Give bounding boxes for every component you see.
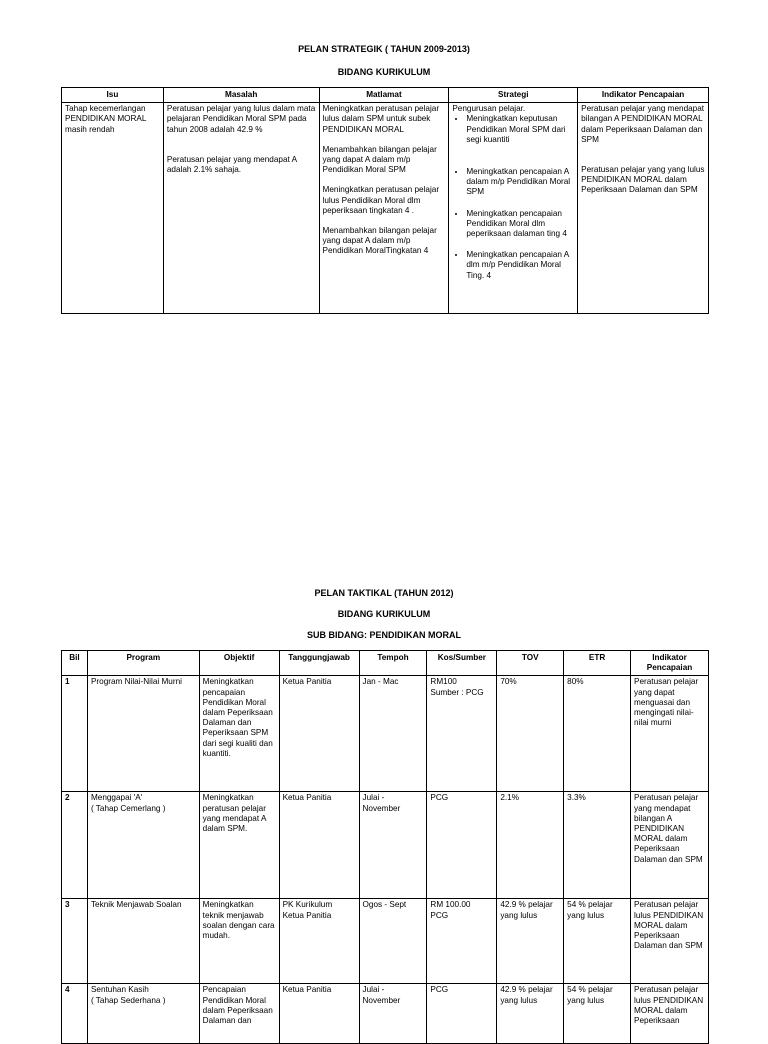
cell-kos-sumber: PCG xyxy=(427,984,497,1044)
strategic-plan-title: PELAN STRATEGIK ( TAHUN 2009-2013) xyxy=(298,44,470,54)
header-objektif: Objektif xyxy=(199,651,279,676)
indikator-item: Peratusan pelajar yang yang lulus PENDIDIKAN MORAL dalam Peperiksaan Dalaman dan SPM xyxy=(581,165,705,195)
indikator-cell xyxy=(578,103,709,314)
table-row xyxy=(62,792,709,899)
header-program: Program xyxy=(87,651,199,676)
cell-tanggungjawab: Ketua Panitia xyxy=(279,984,359,1044)
table-row xyxy=(62,899,709,984)
cell-kos-sumber: RM100 Sumber : PCG xyxy=(427,676,497,792)
cell-objektif: Meningkatkan teknik menjawab soalan dengan cara mudah. xyxy=(199,899,279,984)
cell-program: Menggapai 'A' ( Tahap Cemerlang ) xyxy=(87,792,199,899)
cell-tov: 70% xyxy=(497,676,564,792)
indikator-item: Peratusan pelajar yang mendapat bilangan A PENDIDIKAN MORAL dalam Peperiksaan Dalaman dan SPM xyxy=(581,104,705,144)
cell-etr: 54 % pelajar yang lulus xyxy=(564,899,631,984)
header-masalah: Masalah xyxy=(163,88,319,103)
cell-tempoh: Julai - November xyxy=(359,792,427,899)
table-header-row xyxy=(62,88,709,103)
table-row xyxy=(62,984,709,1044)
table-row xyxy=(62,103,709,314)
cell-indikator: Peratusan pelajar lulus PENDIDIKAN MORAL dalam Peperiksaan Dalaman dan SPM xyxy=(631,899,709,984)
header-etr: ETR xyxy=(564,651,631,676)
isu-cell: Tahap kecemerlangan PENDIDIKAN MORAL masih rendah xyxy=(62,103,164,314)
cell-tov: 2.1% xyxy=(497,792,564,899)
cell-tempoh: Julai - November xyxy=(359,984,427,1044)
strategi-item: • Meningkatkan pencapaian Pendidikan Moral dlm peperiksaan dalaman ting 4 xyxy=(466,209,574,240)
strategic-plan-table xyxy=(61,87,709,314)
masalah-item: Peratusan pelajar yang mendapat A adalah 2.1% sahaja. xyxy=(166,154,297,175)
cell-kos-sumber: RM 100.00 PCG xyxy=(427,899,497,984)
tactical-plan-subsubtitle: SUB BIDANG: PENDIDIKAN MORAL xyxy=(307,630,461,640)
cell-etr: 54 % pelajar yang lulus xyxy=(564,984,631,1044)
cell-bil: 4 xyxy=(62,984,88,1044)
strategi-item: • Meningkatkan pencapaian A dalam m/p Pendidikan Moral SPM xyxy=(466,167,574,198)
tactical-plan-title: PELAN TAKTIKAL (TAHUN 2012) xyxy=(314,588,454,598)
cell-tempoh: Jan - Mac xyxy=(359,676,427,792)
header-tov: TOV xyxy=(497,651,564,676)
cell-indikator: Peratusan pelajar yang mendapat bilangan A PENDIDIKAN MORAL dalam Peperiksaan Dalaman dan SPM xyxy=(631,792,709,899)
tactical-plan-subtitle: BIDANG KURIKULUM xyxy=(337,609,431,619)
cell-objektif: Pencapaian Pendidikan Moral dalam Peperiksaan Dalaman dan xyxy=(199,984,279,1044)
cell-indikator: Peratusan pelajar yang dapat menguasai dan mengingati nilai-nilai murni xyxy=(631,676,709,792)
header-indikator: Indikator Pencapaian xyxy=(578,88,709,103)
strategi-intro: Pengurusan pelajar. xyxy=(452,104,526,114)
header-kos-sumber: Kos/Sumber xyxy=(427,651,497,676)
table-row xyxy=(62,676,709,792)
matlamat-item: Menambahkan bilangan pelajar yang dapat A dalam m/p Pendidikan MoralTingkatan 4 xyxy=(322,226,437,256)
cell-tov: 42.9 % pelajar yang lulus xyxy=(497,984,564,1044)
cell-tanggungjawab: Ketua Panitia xyxy=(279,792,359,899)
header-matlamat: Matlamat xyxy=(319,88,449,103)
cell-bil: 1 xyxy=(62,676,88,792)
table-header-row xyxy=(62,651,709,676)
cell-tov: 42.9 % pelajar yang lulus xyxy=(497,899,564,984)
header-tempoh: Tempoh xyxy=(359,651,427,676)
cell-etr: 80% xyxy=(564,676,631,792)
cell-bil: 2 xyxy=(62,792,88,899)
masalah-cell xyxy=(163,103,319,314)
cell-program: Teknik Menjawab Soalan xyxy=(87,899,199,984)
tactical-plan-table xyxy=(61,650,709,1044)
strategi-item: • Meningkatkan pencapaian A dlm m/p Pendidikan Moral Ting. 4 xyxy=(466,250,574,281)
header-isu: Isu xyxy=(62,88,164,103)
matlamat-cell xyxy=(319,103,449,314)
cell-tempoh: Ogos - Sept xyxy=(359,899,427,984)
cell-tanggungjawab: PK Kurikulum Ketua Panitia xyxy=(279,899,359,984)
cell-program: Program Nilai-Nilai Murni xyxy=(87,676,199,792)
header-tanggungjawab: Tanggungjawab xyxy=(279,651,359,676)
cell-etr: 3.3% xyxy=(564,792,631,899)
matlamat-item: Meningkatkan peratusan pelajar lulus dalam SPM untuk subek PENDIDIKAN MORAL xyxy=(322,104,440,134)
cell-objektif: Meningkatkan pencapaian Pendidikan Moral dalam Peperiksaan Dalaman dan Peperiksaan SPM dari segi kualiti dan kuantiti. xyxy=(199,676,279,792)
header-bil: Bil xyxy=(62,651,88,676)
masalah-item: Peratusan pelajar yang lulus dalam mata pelajaran Pendidikan Moral SPM pada tahun 2008 adalah 42.9 % xyxy=(166,104,316,134)
cell-objektif: Meningkatkan peratusan pelajar yang mendapat A dalam SPM. xyxy=(199,792,279,899)
cell-bil: 3 xyxy=(62,899,88,984)
cell-tanggungjawab: Ketua Panitia xyxy=(279,676,359,792)
cell-indikator: Peratusan pelajar lulus PENDIDIKAN MORAL dalam Peperiksaan xyxy=(631,984,709,1044)
cell-program: Sentuhan Kasih ( Tahap Sederhana ) xyxy=(87,984,199,1044)
cell-kos-sumber: PCG xyxy=(427,792,497,899)
matlamat-item: Menambahkan bilangan pelajar yang dapat A dalam m/p Pendidikan Moral SPM xyxy=(322,144,437,175)
header-strategi: Strategi xyxy=(449,88,578,103)
strategic-plan-subtitle: BIDANG KURIKULUM xyxy=(337,67,431,77)
header-indikator-pencapaian: Indikator Pencapaian xyxy=(631,651,709,676)
strategi-cell xyxy=(449,103,578,314)
matlamat-item: Meningkatkan peratusan pelajar lulus Pendidikan Moral dlm peperiksaan tingkatan 4 . xyxy=(322,185,440,215)
strategi-item: • Meningkatkan keputusan Pendidikan Moral SPM dari segi kuantiti xyxy=(466,114,574,145)
